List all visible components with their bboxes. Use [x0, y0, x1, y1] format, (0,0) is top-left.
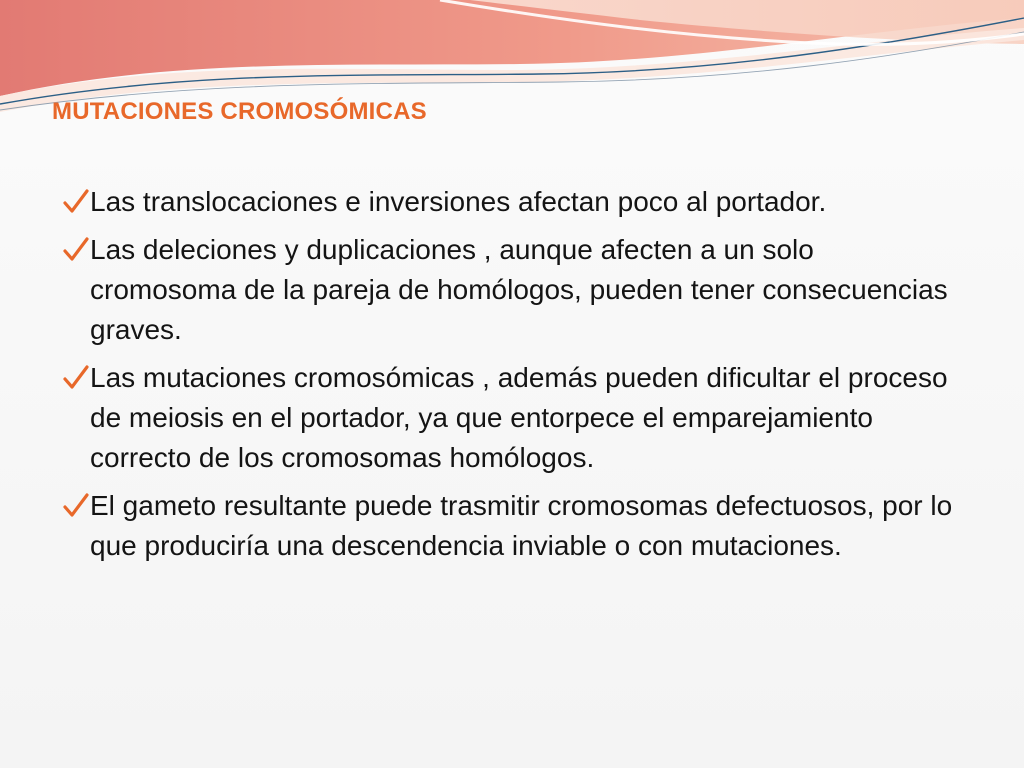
- checkmark-icon: [62, 490, 90, 522]
- bullet-item: [62, 230, 962, 350]
- bullet-list: [62, 182, 962, 574]
- bullet-item: [62, 182, 962, 222]
- bullet-text: Las translocaciones e inversiones afectan poco al portador.: [90, 186, 827, 217]
- checkmark-icon: [62, 234, 90, 266]
- bullet-item: [62, 486, 962, 566]
- slide-title: MUTACIONES CROMOSÓMICAS: [52, 98, 427, 125]
- bullet-text: Las deleciones y duplicaciones , aunque afecten a un solo cromosoma de la pareja de homólogos, pueden tener consecuencias graves.: [90, 234, 948, 345]
- checkmark-icon: [62, 362, 90, 394]
- checkmark-icon: [62, 186, 90, 218]
- bullet-item: [62, 358, 962, 478]
- bullet-text: El gameto resultante puede trasmitir cromosomas defectuosos, por lo que produciría una descendencia inviable o con mutaciones.: [90, 490, 953, 561]
- bullet-text: Las mutaciones cromosómicas , además pueden dificultar el proceso de meiosis en el portador, ya que entorpece el emparejamiento correcto de los cromosomas homólogos.: [90, 362, 948, 473]
